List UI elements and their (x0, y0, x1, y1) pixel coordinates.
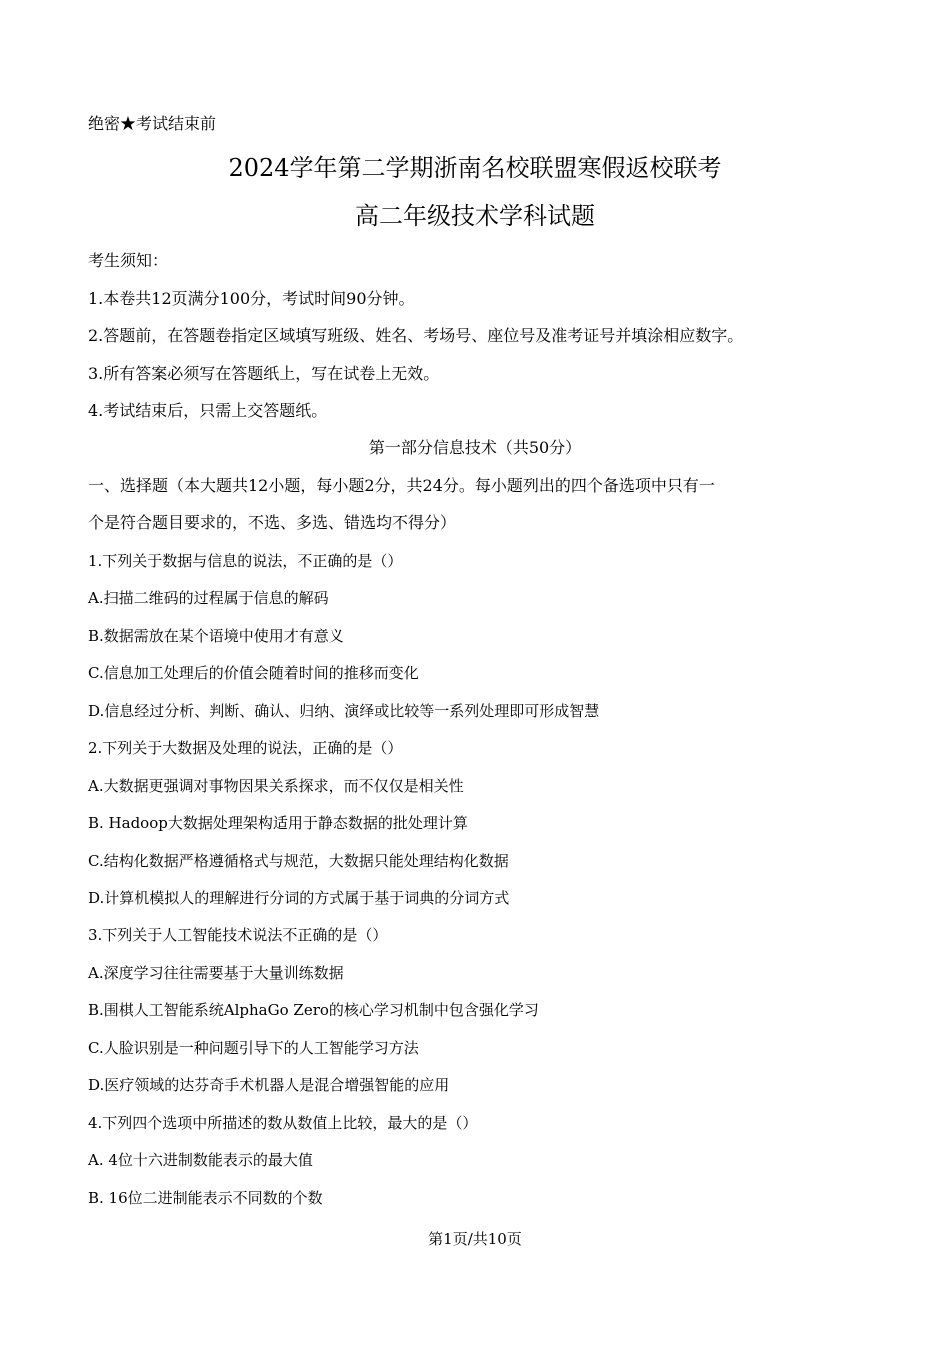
question-option: A.深度学习往往需要基于大量训练数据 (88, 964, 344, 982)
question-option: C.人脸识别是一种问题引导下的人工智能学习方法 (88, 1039, 419, 1057)
question-option: A.大数据更强调对事物因果关系探求，而不仅仅是相关性 (88, 777, 464, 795)
notice-item: 2.答题前，在答题卷指定区域填写班级、姓名、考场号、座位号及准考证号并填涂相应数字。 (88, 326, 744, 345)
question-option: A. 4位十六进制数能表示的最大值 (88, 1151, 313, 1169)
page-number: 第1页/共10页 (428, 1230, 522, 1248)
question-stem: 4.下列四个选项中所描述的数从数值上比较，最大的是（） (88, 1114, 478, 1132)
exam-subtitle: 高二年级技术学科试题 (355, 202, 595, 230)
question-option: D.医疗领域的达芬奇手术机器人是混合增强智能的应用 (88, 1076, 450, 1094)
question-option: C.结构化数据严格遵循格式与规范，大数据只能处理结构化数据 (88, 852, 509, 870)
notice-item: 4.考试结束后，只需上交答题纸。 (88, 401, 328, 420)
section-header: 一、选择题（本大题共12小题，每小题2分，共24分。每小题列出的四个备选项中只有一 (88, 476, 715, 495)
question-stem: 2.下列关于大数据及处理的说法，正确的是（） (88, 739, 403, 757)
notice-item: 3.所有答案必须写在答题纸上，写在试卷上无效。 (88, 364, 440, 383)
confidential-label: 绝密★考试结束前 (88, 114, 217, 133)
notice-label: 考生须知： (88, 251, 169, 270)
question-option: B.数据需放在某个语境中使用才有意义 (88, 627, 344, 645)
question-option: B.围棋人工智能系统AlphaGo Zero的核心学习机制中包含强化学习 (88, 1001, 539, 1019)
notice-item: 1.本卷共12页满分100分，考试时间90分钟。 (88, 289, 415, 308)
question-option: B. 16位二进制能表示不同数的个数 (88, 1189, 323, 1207)
question-stem: 1.下列关于数据与信息的说法，不正确的是（） (88, 552, 403, 570)
question-option: B. Hadoop大数据处理架构适用于静态数据的批处理计算 (88, 814, 468, 832)
question-option: C.信息加工处理后的价值会随着时间的推移而变化 (88, 664, 419, 682)
part-title: 第一部分信息技术（共50分） (368, 438, 582, 457)
question-option: D.计算机模拟人的理解进行分词的方式属于基于词典的分词方式 (88, 889, 510, 907)
question-option: A.扫描二维码的过程属于信息的解码 (88, 589, 329, 607)
question-stem: 3.下列关于人工智能技术说法不正确的是（） (88, 926, 388, 944)
exam-title: 2024学年第二学期浙南名校联盟寒假返校联考 (228, 154, 722, 182)
section-header-cont: 个是符合题目要求的，不选、多选、错选均不得分） (88, 513, 457, 532)
question-option: D.信息经过分析、判断、确认、归纳、演绎或比较等一系列处理即可形成智慧 (88, 702, 600, 720)
